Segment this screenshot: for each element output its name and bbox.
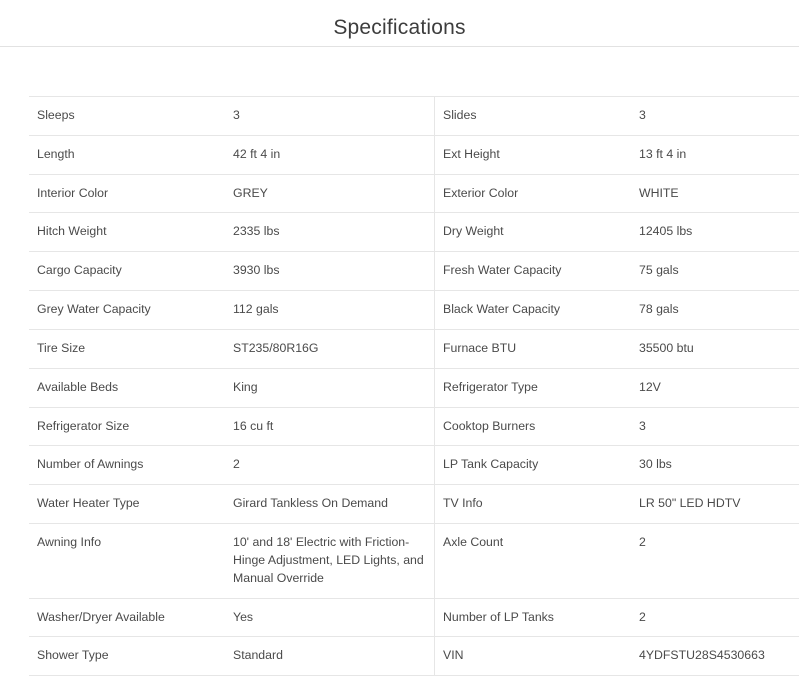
table-row <box>29 368 799 407</box>
page-header <box>0 0 799 50</box>
spec-label: Refrigerator Type <box>435 368 632 407</box>
table-row <box>29 637 799 676</box>
specifications-table-body <box>29 97 799 676</box>
spec-label: Shower Type <box>29 637 225 676</box>
spec-value: Girard Tankless On Demand <box>225 485 435 524</box>
page-title: Specifications <box>0 16 799 40</box>
table-row <box>29 213 799 252</box>
table-row <box>29 174 799 213</box>
spec-label: Ext Height <box>435 135 632 174</box>
spec-value: 30 lbs <box>631 446 799 485</box>
spec-value: 10' and 18' Electric with Friction-Hinge Adjustment, LED Lights, and Manual Override <box>225 524 435 598</box>
spec-label: Sleeps <box>29 97 225 136</box>
spec-label: Fresh Water Capacity <box>435 252 632 291</box>
spec-value: 4YDFSTU28S4530663 <box>631 637 799 676</box>
spec-value: 2 <box>631 598 799 637</box>
header-divider <box>0 46 799 47</box>
spec-label: Number of LP Tanks <box>435 598 632 637</box>
spec-value: 2335 lbs <box>225 213 435 252</box>
spec-value: 75 gals <box>631 252 799 291</box>
table-row <box>29 97 799 136</box>
table-row <box>29 485 799 524</box>
table-row <box>29 252 799 291</box>
spec-value: 112 gals <box>225 291 435 330</box>
spec-label: Furnace BTU <box>435 329 632 368</box>
table-row <box>29 598 799 637</box>
spec-value: Yes <box>225 598 435 637</box>
table-row <box>29 407 799 446</box>
spec-value: 12V <box>631 368 799 407</box>
spec-value: LR 50" LED HDTV <box>631 485 799 524</box>
spec-value: GREY <box>225 174 435 213</box>
spec-value: 12405 lbs <box>631 213 799 252</box>
spec-label: Refrigerator Size <box>29 407 225 446</box>
spec-value: WHITE <box>631 174 799 213</box>
table-row <box>29 329 799 368</box>
spec-value: 13 ft 4 in <box>631 135 799 174</box>
spec-label: Hitch Weight <box>29 213 225 252</box>
spec-value: 3 <box>225 97 435 136</box>
spec-value: 78 gals <box>631 291 799 330</box>
spec-value: 3 <box>631 97 799 136</box>
spec-value: 3 <box>631 407 799 446</box>
table-row <box>29 524 799 598</box>
table-row <box>29 446 799 485</box>
spec-label: Available Beds <box>29 368 225 407</box>
spec-label: Grey Water Capacity <box>29 291 225 330</box>
spec-value: 2 <box>225 446 435 485</box>
spec-label: Awning Info <box>29 524 225 598</box>
table-row <box>29 291 799 330</box>
spec-label: Cooktop Burners <box>435 407 632 446</box>
spec-label: Dry Weight <box>435 213 632 252</box>
spec-label: Length <box>29 135 225 174</box>
spec-label: LP Tank Capacity <box>435 446 632 485</box>
spec-value: ST235/80R16G <box>225 329 435 368</box>
spec-value: Standard <box>225 637 435 676</box>
spec-value: 2 <box>631 524 799 598</box>
spec-value: 3930 lbs <box>225 252 435 291</box>
spec-value: 42 ft 4 in <box>225 135 435 174</box>
spec-label: Black Water Capacity <box>435 291 632 330</box>
spec-label: Slides <box>435 97 632 136</box>
spec-label: Interior Color <box>29 174 225 213</box>
spec-label: VIN <box>435 637 632 676</box>
spec-label: Number of Awnings <box>29 446 225 485</box>
spec-label: Washer/Dryer Available <box>29 598 225 637</box>
table-row <box>29 135 799 174</box>
spec-value: King <box>225 368 435 407</box>
spec-value: 35500 btu <box>631 329 799 368</box>
spec-label: Tire Size <box>29 329 225 368</box>
spec-label: Water Heater Type <box>29 485 225 524</box>
spec-value: 16 cu ft <box>225 407 435 446</box>
spec-label: Exterior Color <box>435 174 632 213</box>
spec-label: Cargo Capacity <box>29 252 225 291</box>
specifications-table <box>29 96 799 676</box>
spec-label: TV Info <box>435 485 632 524</box>
spec-label: Axle Count <box>435 524 632 598</box>
